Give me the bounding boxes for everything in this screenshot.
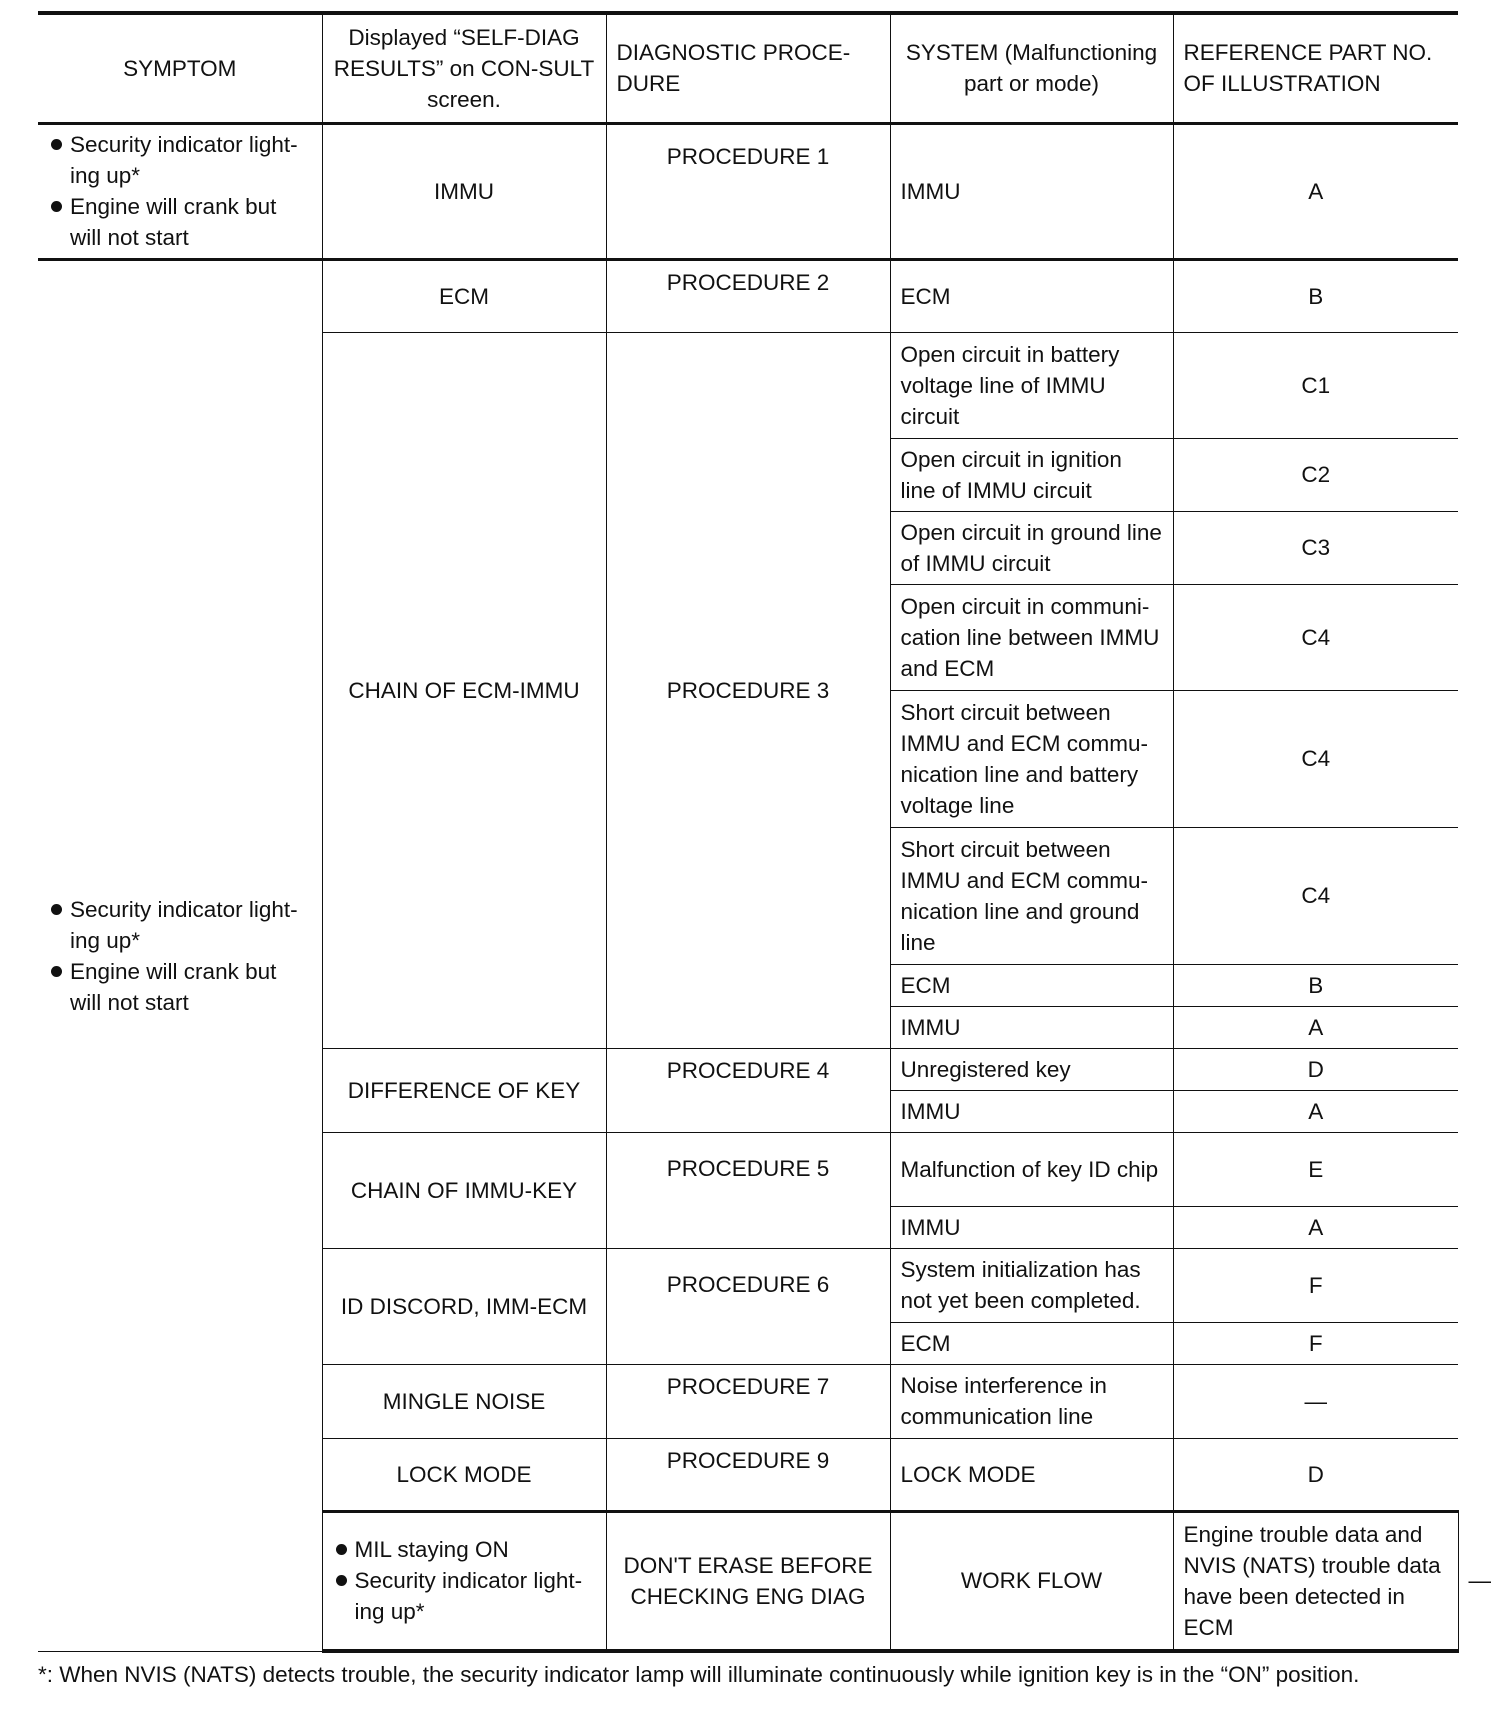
procedure-cell: PROCEDURE 7	[606, 1364, 890, 1438]
result-cell: CHAIN OF IMMU-KEY	[322, 1132, 606, 1248]
ref-cell: F	[1173, 1322, 1458, 1364]
result-cell: LOCK MODE	[322, 1438, 606, 1511]
ref-cell: B	[1173, 964, 1458, 1006]
ref-cell: A	[1173, 1090, 1458, 1132]
ref-cell: A	[1173, 1206, 1458, 1248]
procedure-cell: PROCEDURE 5	[606, 1132, 890, 1248]
header-system: SYSTEM (Malfunctioning part or mode)	[890, 13, 1173, 123]
symptom-cell	[38, 259, 322, 1651]
procedure-cell: PROCEDURE 4	[606, 1048, 890, 1132]
header-displayed-results: Displayed “SELF-DIAG RESULTS” on CON-SULT screen.	[322, 13, 606, 123]
result-cell: ID DISCORD, IMM-ECM	[322, 1248, 606, 1364]
system-cell: ECM	[890, 259, 1173, 332]
system-cell: IMMU	[890, 1090, 1173, 1132]
procedure-cell: PROCEDURE 1	[606, 123, 890, 259]
symptom-cell	[38, 123, 322, 259]
result-cell: DIFFERENCE OF KEY	[322, 1048, 606, 1132]
symptom-item: MIL staying ON	[333, 1534, 596, 1565]
ref-cell: C4	[1173, 690, 1458, 827]
system-cell: Open circuit in communi-cation line between IMMU and ECM	[890, 584, 1173, 690]
header-row	[38, 13, 1458, 123]
system-cell: IMMU	[890, 123, 1173, 259]
symptom-item: Security indicator light-ing up*	[333, 1565, 596, 1627]
system-cell: Unregistered key	[890, 1048, 1173, 1090]
system-cell: Open circuit in ignition line of IMMU circuit	[890, 438, 1173, 511]
result-cell: ECM	[322, 259, 606, 332]
ref-cell: C4	[1173, 827, 1458, 964]
system-cell: Open circuit in ground line of IMMU circuit	[890, 511, 1173, 584]
system-cell: Short circuit between IMMU and ECM commu-nication line and battery voltage line	[890, 690, 1173, 827]
diagnosis-page	[38, 11, 1491, 1689]
system-cell: ECM	[890, 964, 1173, 1006]
header-reference-part: REFERENCE PART NO. OF ILLUSTRATION	[1173, 13, 1458, 123]
ref-cell: F	[1173, 1248, 1458, 1322]
ref-cell: C2	[1173, 438, 1458, 511]
header-diagnostic-procedure: DIAGNOSTIC PROCE-DURE	[606, 13, 890, 123]
table-row: MIL staying ON Security indicator light-ing up* DON'T ERASE BEFORE CHECKING ENG DIAG WORK FLOW Engine trouble data and NVIS (NATS) trouble data have been detected in ECM —	[38, 1511, 1458, 1651]
header-symptom: SYMPTOM	[38, 13, 322, 123]
symptom-item: Engine will crank but will not start	[48, 191, 312, 253]
system-cell: System initialization has not yet been completed.	[890, 1248, 1173, 1322]
ref-cell: C3	[1173, 511, 1458, 584]
result-cell: CHAIN OF ECM-IMMU	[322, 332, 606, 1048]
procedure-cell: PROCEDURE 2	[606, 259, 890, 332]
ref-cell: —	[1173, 1364, 1458, 1438]
result-cell: IMMU	[322, 123, 606, 259]
symptom-cell	[322, 1511, 606, 1651]
table-row	[38, 259, 1458, 332]
procedure-cell: WORK FLOW	[890, 1511, 1173, 1651]
system-cell: Noise interference in communication line	[890, 1364, 1173, 1438]
system-cell: Malfunction of key ID chip	[890, 1132, 1173, 1206]
procedure-cell: PROCEDURE 3	[606, 332, 890, 1048]
ref-cell: B	[1173, 259, 1458, 332]
system-cell: ECM	[890, 1322, 1173, 1364]
result-cell: MINGLE NOISE	[322, 1364, 606, 1438]
self-diag-table	[38, 11, 1491, 1653]
table-row	[38, 123, 1458, 259]
system-cell: IMMU	[890, 1006, 1173, 1048]
ref-cell: C4	[1173, 584, 1458, 690]
system-cell: LOCK MODE	[890, 1438, 1173, 1511]
symptom-item: Security indicator light-ing up*	[48, 894, 312, 956]
system-cell: Open circuit in battery voltage line of IMMU circuit	[890, 332, 1173, 438]
ref-cell: D	[1173, 1048, 1458, 1090]
ref-cell: E	[1173, 1132, 1458, 1206]
system-cell: Engine trouble data and NVIS (NATS) trouble data have been detected in ECM	[1173, 1511, 1458, 1651]
symptom-item: Security indicator light-ing up*	[48, 129, 312, 191]
system-cell: Short circuit between IMMU and ECM commu-nication line and ground line	[890, 827, 1173, 964]
procedure-cell: PROCEDURE 9	[606, 1438, 890, 1511]
procedure-cell: PROCEDURE 6	[606, 1248, 890, 1364]
ref-cell: A	[1173, 1006, 1458, 1048]
ref-cell: D	[1173, 1438, 1458, 1511]
ref-cell: A	[1173, 123, 1458, 259]
result-cell: DON'T ERASE BEFORE CHECKING ENG DIAG	[606, 1511, 890, 1651]
footnote: *: When NVIS (NATS) detects trouble, the security indicator lamp will illuminate continuously while ignition key is in the “ON” position.	[38, 1662, 1360, 1687]
symptom-item: Engine will crank but will not start	[48, 956, 312, 1018]
system-cell: IMMU	[890, 1206, 1173, 1248]
ref-cell: C1	[1173, 332, 1458, 438]
